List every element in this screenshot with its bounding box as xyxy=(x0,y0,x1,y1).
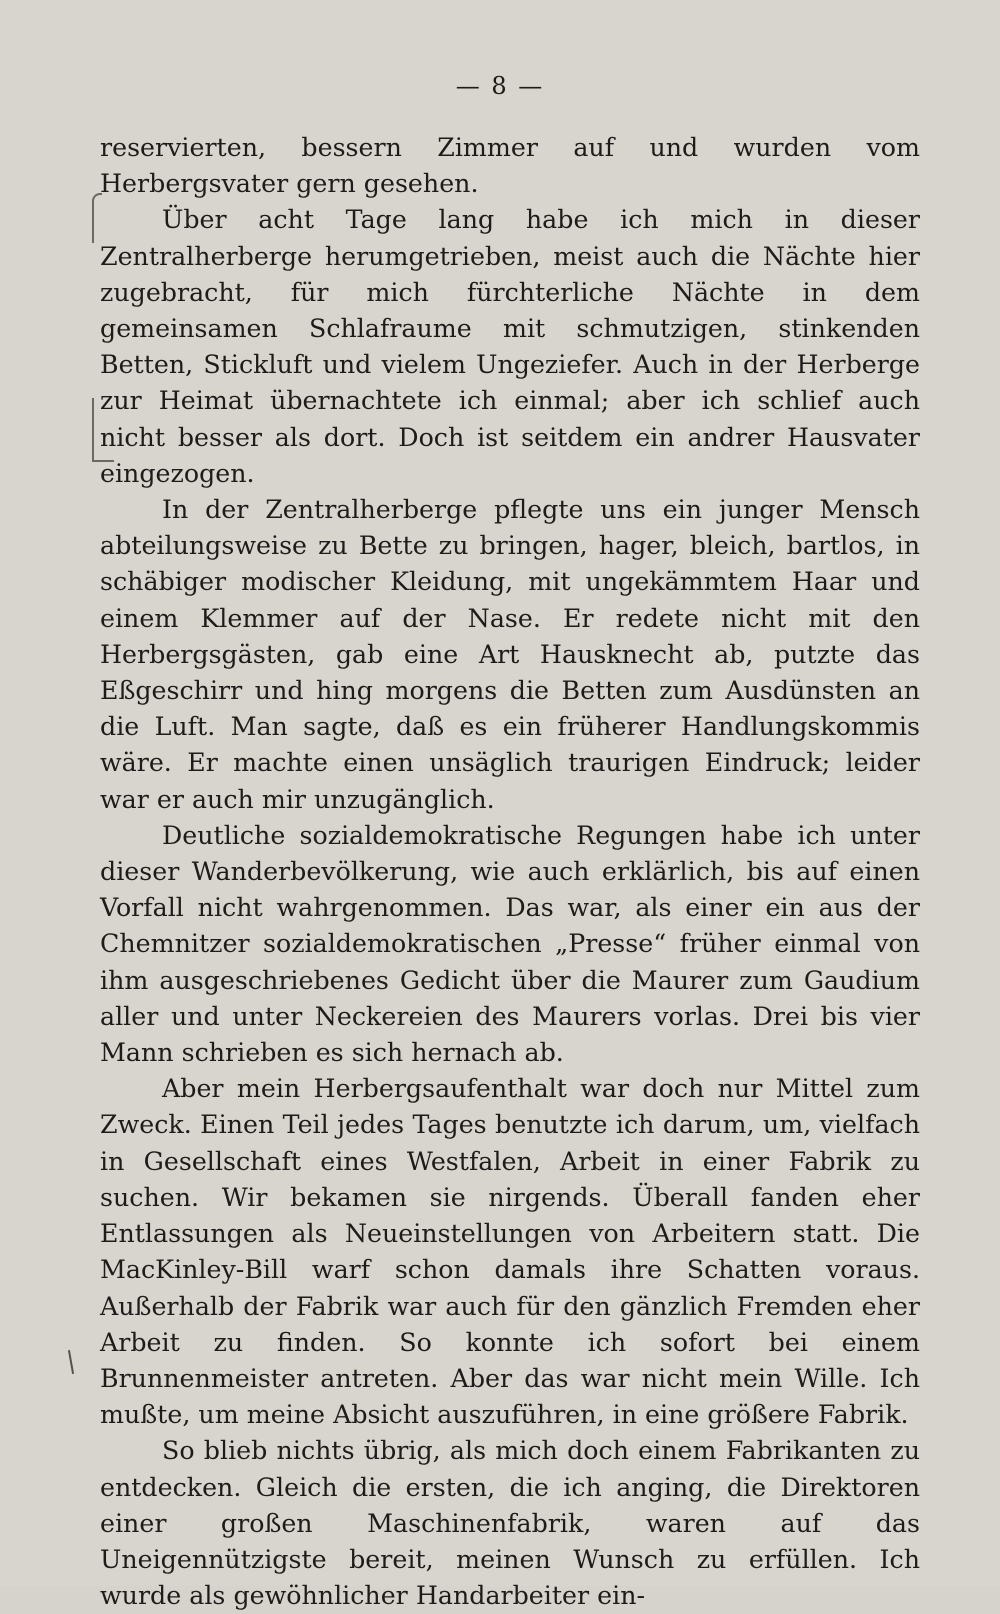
page-number: — 8 — xyxy=(455,72,545,100)
paragraph: Deutliche sozialdemokratische Regungen habe ich unter dieser Wanderbevölkerung, wie auch erklärlich, bis auf einen Vorfall nicht wahrgenommen. Das war, als einer ein aus der Chemnitzer sozialdemokratischen „Presse“ früher einmal von ihm ausgeschriebenes Gedicht über die Maurer zum Gaudium aller und unter Neckereien des Maurers vorlas. Drei bis vier Mann schrieben es sich hernach ab. xyxy=(100,820,920,1068)
paragraph: So blieb nichts übrig, als mich doch einem Fabrikanten zu entdecken. Gleich die ersten, die ich anging, die Direktoren einer großen Maschinenfabrik, waren auf das Uneigennützigste bereit, meinen Wunsch zu erfüllen. Ich wurde als gewöhnlicher Handarbeiter ein- xyxy=(100,1436,920,1611)
body-text xyxy=(100,130,920,1614)
paragraph: In der Zentralherberge pflegte uns ein junger Mensch abteilungsweise zu Bette zu bringen, hager, bleich, bartlos, in schäbiger modischer Kleidung, mit ungekämmtem Haar und einem Klemmer auf der Nase. Er redete nicht mit den Herbergsgästen, gab eine Art Hausknecht ab, putzte das Eßgeschirr und hing morgens die Betten zum Ausdünsten an die Luft. Man sagte, daß es ein früherer Handlungskommis wäre. Er machte einen unsäglich traurigen Eindruck; leider war er auch mir unzugänglich. xyxy=(100,495,920,814)
margin-pencil-mark xyxy=(68,1350,74,1374)
paragraph: Aber mein Herbergsaufenthalt war doch nur Mittel zum Zweck. Einen Teil jedes Tages benutzte ich darum, um, vielfach in Gesellschaft eines Westfalen, Arbeit in einer Fabrik zu suchen. Wir bekamen sie nirgends. Überall fanden eher Entlassungen als Neueinstellungen von Arbeitern statt. Die MacKinley-Bill warf schon damals ihre Schatten voraus. Außerhalb der Fabrik war auch für den gänzlich Fremden eher Arbeit zu finden. So konnte ich sofort bei einem Brunnenmeister antreten. Aber das war nicht mein Wille. Ich mußte, um meine Absicht auszuführen, in eine größere Fabrik. xyxy=(100,1074,920,1430)
paragraph: Über acht Tage lang habe ich mich in dieser Zentralherberge herumgetrieben, meist auch die Nächte hier zugebracht, für mich fürchterliche Nächte in dem gemeinsamen Schlafraume mit schmutzigen, stinkenden Betten, Stickluft und vielem Ungeziefer. Auch in der Herberge zur Heimat übernachtete ich einmal; aber ich schlief auch nicht besser als dort. Doch ist seitdem ein andrer Hausvater eingezogen. xyxy=(100,205,920,488)
paragraph: reservierten, bessern Zimmer auf und wurden vom Herbergsvater gern gesehen. xyxy=(100,133,920,199)
